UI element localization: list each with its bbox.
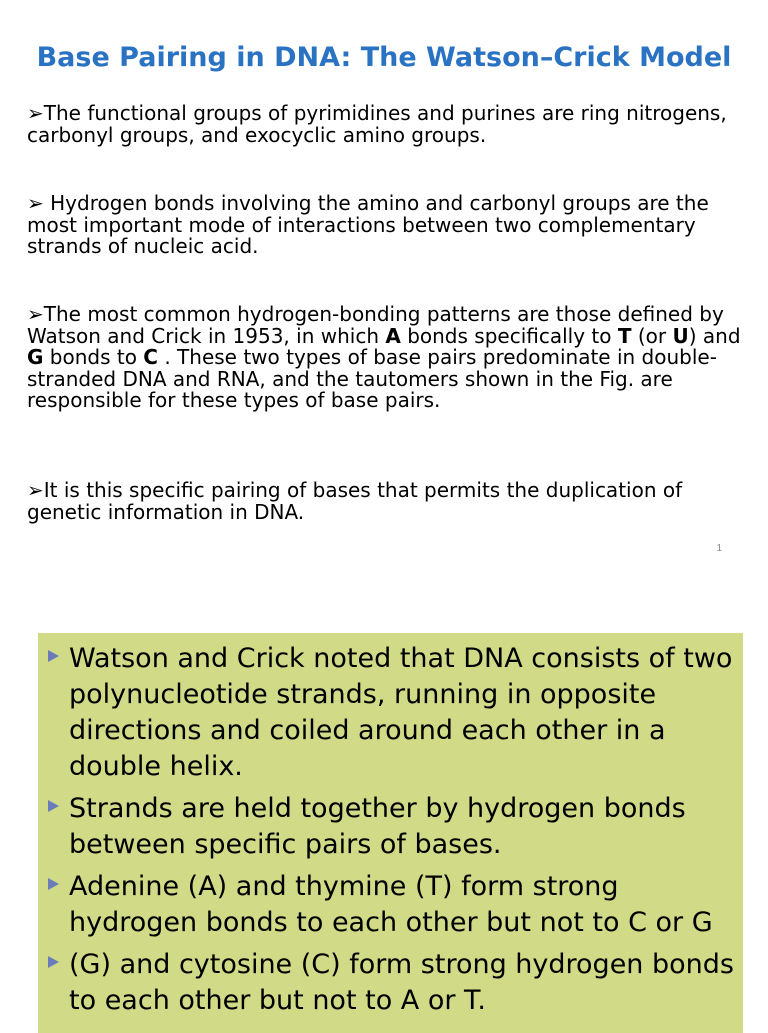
list-item: [38, 869, 739, 941]
slide-title: Base Pairing in DNA: The Watson–Crick Model: [36, 42, 732, 73]
list-item-text: (G) and cytosine (C) form strong hydrogen bonds to each other but not to A or T.: [69, 949, 734, 1016]
base-a: A: [385, 323, 401, 348]
page-number: 1: [716, 543, 722, 554]
arrow-bullet-icon: ➢: [27, 191, 44, 215]
paragraph-1: [27, 103, 755, 146]
triangle-bullet-icon: [48, 878, 59, 890]
paragraph-3: [27, 304, 755, 412]
list-item-text: Strands are held together by hydrogen bonds between specific pairs of bases.: [69, 793, 686, 860]
base-u: U: [672, 323, 689, 348]
paragraph-2-text: Hydrogen bonds involving the amino and carbonyl groups are the most important mode of interactions between two complementary strands of nucleic acid.: [27, 191, 709, 258]
arrow-bullet-icon: ➢: [27, 101, 44, 125]
arrow-bullet-icon: ➢: [27, 478, 44, 502]
paragraph-3-text: . These two types of base pairs predominate in double-stranded DNA and RNA, and the tautomers shown in the Fig. are responsible for these types of base pairs.: [27, 345, 717, 412]
paragraph-1-text: The functional groups of pyrimidines and purines are ring nitrogens, carbonyl groups, and exocyclic amino groups.: [27, 101, 727, 147]
triangle-bullet-icon: [48, 650, 59, 662]
paragraph-4: [27, 480, 755, 523]
paragraph-4-text: It is this specific pairing of bases that permits the duplication of genetic information in DNA.: [27, 478, 683, 524]
paragraph-2: [27, 193, 755, 258]
paragraph-3-text: bonds to: [43, 345, 144, 369]
paragraph-3-text: bonds specifically to: [400, 323, 618, 348]
list-item-text: Watson and Crick noted that DNA consists of two polynucleotide strands, running in opposite directions and coiled around each other in a double helix.: [69, 643, 733, 782]
paragraph-3-text: ) and: [688, 323, 741, 348]
list-item: [38, 791, 739, 863]
paragraph-3-text: The most common hydrogen-bonding patterns are those defined by Watson and Crick in 1953, in which: [27, 302, 724, 348]
list-item: [38, 947, 739, 1019]
triangle-bullet-icon: [48, 956, 59, 968]
base-c: C: [143, 345, 158, 369]
triangle-bullet-icon: [48, 800, 59, 812]
list-item: [38, 641, 739, 785]
paragraph-3-text: (or: [631, 323, 673, 348]
slide-2: [38, 633, 743, 1033]
list-item-text: Adenine (A) and thymine (T) form strong hydrogen bonds to each other but not to C or G: [69, 871, 713, 938]
arrow-bullet-icon: ➢: [27, 302, 44, 326]
base-g: G: [27, 345, 44, 369]
base-t: T: [617, 323, 632, 348]
bullet-list: [38, 641, 739, 1025]
